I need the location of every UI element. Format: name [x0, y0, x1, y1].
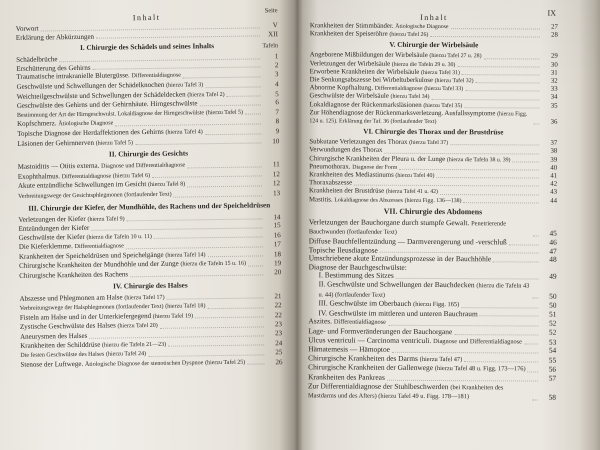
- entry-note: Differentialdiagnose: [61, 173, 112, 180]
- entry-text: Diffuse Bauchfellentzündung — Darmverengerung und -verschluß: [308, 236, 507, 247]
- entry-text: I. Bestimmung des Sitzes: [318, 270, 394, 281]
- entry-ref: (hierzu die Tafeln 38 u. 39): [446, 156, 511, 164]
- dot-leader: [512, 161, 539, 162]
- dot-leader: [187, 166, 261, 168]
- page-number: 31: [550, 69, 558, 77]
- page-number: 11: [272, 160, 280, 169]
- page-number: 1: [274, 52, 279, 61]
- section-title: V. Chirurgie der Wirbelsäule: [389, 41, 479, 50]
- page-number: 52: [548, 318, 557, 329]
- entry-text: II. Geschwülste und Schwellungen der Bauchdecken: [318, 279, 475, 290]
- page-number: 58: [548, 392, 557, 402]
- dot-leader: [533, 298, 539, 299]
- dot-leader: [168, 345, 264, 347]
- page-number: 3: [274, 70, 279, 79]
- entry-note: Verbreitungswege der Halsphlegmonen (fortlaufender Text): [19, 304, 164, 313]
- page-number: 19: [274, 259, 282, 268]
- right-page-content: [308, 6, 558, 402]
- entry-text: Umschriebene akute Entzündungsprozesse in der Bauchhöhle: [308, 253, 492, 264]
- page-number: 44: [550, 197, 558, 205]
- entry-text: Akute entzündliche Schwellungen im Gesicht: [17, 180, 147, 191]
- toc-entry-label: [16, 25, 39, 34]
- entry-text: Ulcus ventriculi — Carcinoma ventriculi.: [308, 334, 432, 345]
- entry-text: Läsionen der Gehirnnerven: [17, 138, 95, 148]
- entry-text: Mastoiditis — Otitis externa.: [17, 161, 100, 171]
- entry-text: Chirurgische Krankheiten des Darms: [308, 353, 418, 363]
- toc-entry-label: [20, 357, 245, 370]
- entry-text: Abszesse und Phlegmonen am Halse: [19, 293, 123, 303]
- dot-leader: [440, 194, 539, 196]
- toc-entry-label: [310, 31, 428, 40]
- dot-leader: [493, 261, 539, 262]
- page-number: 2: [274, 60, 279, 70]
- roman-page-number: IX: [547, 8, 557, 18]
- dot-leader: [207, 307, 263, 309]
- page-number: XII: [268, 29, 278, 38]
- dot-leader: [463, 202, 539, 203]
- entry-text: Aszites.: [308, 316, 333, 326]
- entry-ref: (hierzu die Tafeln 10 u. 11): [86, 233, 152, 241]
- toc-entry: [308, 382, 556, 402]
- toc-entry-label: [309, 109, 531, 127]
- dot-leader: [524, 344, 538, 345]
- entry-text: Traumatische intrakranielle Blutergüsse.: [16, 71, 130, 82]
- entry-ref: (hierzu die Tafeln 43 u. 44) (fortlaufender Text): [318, 282, 530, 299]
- dot-leader: [431, 99, 539, 101]
- left-page-content: [15, 5, 282, 370]
- page-number: 18: [273, 250, 281, 259]
- toc-entry-group: [308, 382, 556, 402]
- toc-entry: [309, 196, 557, 206]
- toc-entry-label: [318, 280, 530, 300]
- toc-entry-label: [309, 196, 462, 205]
- section-title: IV. Chirurgie des Halses: [113, 281, 188, 291]
- entry-ref: (hierzu Tafel 33): [424, 86, 464, 93]
- toc-section: [18, 201, 281, 281]
- page-number: 23: [274, 320, 282, 329]
- entry-text: Chirurgische Krankheiten des Rachens: [19, 270, 129, 280]
- entry-text: Stenose der Luftwege.: [20, 359, 84, 369]
- entry-text: Thoraxabszesse: [309, 179, 353, 187]
- entry-note: Ätiologische Diagnose der stenotischen Dyspnoe: [84, 360, 204, 368]
- entry-text: Krankheiten der Speicheldrüsen und Speichelgänge: [18, 250, 164, 261]
- entry-text: Lage- und Formveränderungen der Bauchorgane: [308, 326, 453, 337]
- entry-text: Subkutane Verletzungen des Thorax: [309, 138, 408, 147]
- page-number: 49: [549, 272, 557, 282]
- page-number: 30: [550, 61, 558, 69]
- page-number: 12: [272, 169, 280, 178]
- page-number: 7: [275, 107, 280, 116]
- entry-ref: (hierzu Tafel 3): [166, 82, 204, 89]
- entry-ref: (hierzu Tafel 19): [152, 313, 194, 320]
- page-number: 53: [548, 337, 557, 347]
- dot-leader: [450, 145, 539, 146]
- page-number: 50: [549, 291, 557, 301]
- dot-leader: [199, 104, 260, 106]
- page-number: 8: [275, 117, 280, 126]
- entry-ref: (hierzu Figg. 124 u. 125). Erklärung der Taf. 36 (fortlaufender Text): [309, 111, 528, 126]
- page-number: 45: [549, 229, 557, 239]
- entry-text: Verletzungen der Wirbelsäule: [309, 59, 391, 68]
- entry-text: Krankheiten des Pankreas: [308, 372, 385, 382]
- left-page-header: [15, 5, 277, 21]
- page-number: 13: [273, 189, 281, 198]
- toc-section: [16, 41, 279, 149]
- entry-note: Die festen Geschwülste des Halses: [20, 351, 105, 360]
- page-number: 21: [274, 291, 282, 300]
- page-number: 57: [548, 373, 557, 383]
- section-heading: [310, 41, 558, 51]
- page-number: 43: [550, 189, 558, 197]
- entry-ref: (hierzu Tafel 14): [165, 252, 206, 259]
- page-number: 23: [274, 329, 283, 338]
- page-number: 42: [550, 180, 558, 188]
- page-number: 14: [273, 212, 281, 221]
- page-number: 9: [275, 127, 280, 136]
- page-number: 48: [549, 254, 557, 264]
- toc-entry-group: [310, 31, 558, 41]
- dot-leader: [451, 28, 540, 29]
- page-number: 24: [275, 338, 283, 347]
- entry-ref: (hierzu Tafel 27 u. 28): [429, 53, 482, 60]
- page-number: 10: [272, 136, 280, 145]
- page-number: 52: [548, 327, 557, 337]
- page-number: V: [272, 21, 278, 30]
- dot-leader: [528, 371, 539, 372]
- page-title: Inhalt: [132, 12, 161, 23]
- entry-text: Weichteilgeschwülste und Schwellungen der Schädeldecken: [16, 90, 186, 101]
- page-number: 54: [548, 345, 557, 355]
- dot-leader: [384, 152, 539, 154]
- toc-entry-label: [19, 270, 128, 280]
- section-heading: [309, 206, 557, 217]
- entry-ref: (hierzu Figg. 136—138): [404, 197, 462, 204]
- toc-entry-label: [309, 180, 352, 188]
- section-title: I. Chirurgie des Schädels und seines Inhalts: [79, 42, 215, 53]
- toc-section: [309, 41, 557, 127]
- entry-text: Die Kieferklemme.: [18, 242, 73, 252]
- entry-text: Topische Ileusdiagnose: [308, 244, 378, 255]
- dot-leader: [248, 265, 263, 266]
- page-number: 56: [548, 364, 557, 375]
- entry-text: Aneurysmen des Halses: [20, 331, 88, 341]
- entry-text: Geschwülste und Schwellungen der Schädelknochen: [16, 80, 165, 91]
- right-page-header: [310, 6, 558, 23]
- toc-section: [308, 206, 557, 402]
- entry-text: Chirurgische Krankheiten der Pleura u. der Lunge: [309, 154, 446, 163]
- right-book-page: [297, 0, 600, 450]
- entry-note: Differentialdiagnose: [74, 243, 124, 251]
- entry-text: Zur Differentialdiagnose der Stuhlbeschwerden: [308, 380, 449, 391]
- page-title: Inhalt: [420, 12, 448, 23]
- entry-note: Penetrierende Bauchwunden (fortlaufender Text): [308, 220, 507, 237]
- entry-text: Erworbene Krankheiten der Wirbelsäule: [309, 68, 420, 76]
- section-title: VII. Chirurgie des Abdomens: [383, 206, 483, 217]
- dot-leader: [457, 66, 539, 67]
- left-book-page: [0, 0, 297, 450]
- entry-note: Diagnose der Form: [352, 164, 398, 171]
- entry-ref: (hierzu Tafel 35): [423, 102, 463, 109]
- page-number: 16: [273, 230, 281, 239]
- entry-note: Diagnose und Differentialdiagnose: [433, 337, 523, 346]
- entry-text: Zystische Geschwülste des Halses: [19, 321, 116, 332]
- page-number: 40: [550, 164, 558, 172]
- section-title: III. Chirurgie der Kiefer, der Mundhöhle, des Rachens und der Speicheldrüsen: [28, 200, 271, 213]
- entry-text: Mastitis.: [309, 196, 333, 204]
- entry-ref: (hierzu Tafel 48 u. Figg. 173—176): [434, 365, 526, 373]
- section-heading: [309, 128, 557, 138]
- page-number: 27: [551, 23, 558, 31]
- page-number: 28: [551, 31, 558, 39]
- entry-text: Pneumothorax.: [309, 163, 351, 171]
- page-number: 46: [549, 237, 557, 247]
- toc-entry-label: [18, 190, 172, 202]
- dot-leader: [135, 143, 261, 146]
- entry-ref: (hierzu Tafel 18): [165, 303, 206, 311]
- entry-text: Kopfschmerz.: [17, 119, 57, 129]
- dot-leader: [174, 195, 263, 197]
- entry-text: Krankheiten des Mediastinums: [309, 171, 394, 179]
- dot-leader: [160, 326, 264, 328]
- entry-text: Fisteln am Halse und in der Unterkiefergegend: [19, 311, 152, 322]
- entry-text: Krankheiten der Speiseröhre: [309, 30, 388, 38]
- page-number: 36: [550, 118, 558, 126]
- entry-text: Krankheiten der Stimmbänder.: [309, 22, 394, 30]
- dot-leader: [462, 74, 540, 75]
- page-number: 22: [274, 301, 282, 310]
- toc-entry-label: [20, 321, 158, 333]
- dot-leader: [399, 169, 539, 171]
- dot-leader: [464, 107, 539, 108]
- toc-entry-group: [309, 196, 557, 206]
- dot-leader: [509, 244, 539, 245]
- page-number: 35: [550, 102, 558, 110]
- page-number: 25: [275, 348, 283, 357]
- page-number: 51: [549, 309, 557, 319]
- dot-leader: [205, 133, 262, 135]
- entry-text: Vorwort: [15, 24, 39, 33]
- dot-leader: [464, 362, 538, 363]
- entry-note: Bestimmung der Art der Hirngeschwulst. Lokaldiagnose der Hirngeschwülste: [16, 109, 205, 119]
- dot-leader: [205, 86, 260, 88]
- toc-section: [19, 280, 282, 370]
- entry-text: Verletzungen der Kiefer: [18, 214, 86, 224]
- entry-note: Differentialdiagnose: [333, 318, 387, 327]
- toc-entry-label: [17, 138, 133, 149]
- toc-section: [309, 128, 557, 206]
- dot-leader: [208, 256, 263, 258]
- toc-entry: [309, 109, 557, 127]
- entry-text: Angeborene Mißbildungen der Wirbelsäule: [309, 51, 428, 60]
- toc-entry-label: [16, 32, 94, 42]
- page-number: 33: [550, 85, 558, 93]
- entry-ref: (hierzu Tafel 20): [117, 323, 158, 330]
- entry-text: Chirurgische Krankheiten der Mundhöhle und der Zunge: [19, 260, 179, 271]
- entry-ref: (hierzu Tafel 6): [112, 172, 151, 180]
- entry-ref: (hierzu Tafel 37): [409, 140, 449, 147]
- dot-leader: [195, 317, 264, 319]
- page-number: 15: [273, 221, 281, 230]
- dot-leader: [480, 316, 539, 317]
- entry-ref: (hierzu Tafel 8): [147, 181, 186, 189]
- dot-leader: [152, 176, 262, 179]
- page-number: 12: [272, 179, 281, 188]
- entry-text: Erschütterung des Gehirns: [16, 63, 91, 73]
- entry-note: Ätiologische Diagnose: [58, 120, 114, 128]
- dot-leader: [130, 274, 263, 277]
- entry-ref: (hierzu Tafel 9): [87, 215, 125, 223]
- toc-section: [17, 148, 280, 201]
- entry-ref: (hierzu Tafel 41 u. 42): [385, 189, 438, 196]
- entry-ref: (hierzu Tafel 2): [187, 91, 225, 99]
- entry-ref: (hierzu Figg. 165): [413, 301, 460, 309]
- dot-leader: [227, 96, 261, 97]
- dot-leader: [436, 177, 539, 179]
- entry-text: Lokaldiagnose der Rückenmarksläsionen: [309, 100, 422, 109]
- table-of-contents-list: [308, 22, 558, 402]
- page-number: 37: [550, 139, 558, 147]
- entry-ref: (hierzu die Tafeln 29 u. 30): [391, 61, 456, 68]
- page-number: 22: [274, 311, 282, 320]
- page-number: 50: [549, 300, 557, 310]
- entry-text: Verletzungen der Bauchorgane durch stumpfe Gewalt.: [308, 217, 470, 228]
- dot-leader: [247, 364, 264, 365]
- entry-note: Diagnose und Differentialdiagnose: [101, 162, 186, 170]
- dot-leader: [183, 76, 261, 78]
- dot-leader: [187, 185, 262, 187]
- entry-note: Ätiologische Diagnose: [395, 23, 449, 31]
- page-number: 39: [550, 156, 558, 164]
- entry-note: Differentialdiagnose: [131, 72, 181, 80]
- table-of-contents-list: [16, 21, 283, 370]
- entry-ref: (hierzu Tafel 34): [390, 94, 430, 101]
- toc-entry-group: [309, 109, 557, 127]
- dot-leader: [96, 36, 260, 39]
- entry-ref: (hierzu Tafel 5): [205, 109, 244, 116]
- entry-note: Differentialdiagnose: [374, 85, 423, 93]
- entry-ref: (hierzu die Tafeln 15 u. 16): [180, 261, 247, 269]
- page-column-label: Seite: [264, 7, 278, 15]
- dot-leader: [430, 36, 540, 38]
- entry-ref: (hierzu Tafel 4): [165, 129, 203, 136]
- entry-note: Lokaldiagnose des Abszesses: [334, 197, 403, 204]
- toc-entry-label: [308, 382, 530, 402]
- entry-ref: (hierzu Tafel 17): [124, 294, 165, 302]
- entry-text: Topische Diagnose der Herdaffektionen des Gehirns: [17, 127, 164, 138]
- entry-ref: (hierzu Tafel 26): [389, 31, 429, 39]
- entry-text: Geschwülste der Wirbelsäule: [309, 92, 389, 101]
- entry-ref: (hierzu Tafel 25): [205, 359, 246, 367]
- page-number: 17: [273, 240, 281, 249]
- entry-text: Erklärung der Abkürzungen: [15, 32, 95, 42]
- toc-entry-group: [308, 263, 556, 319]
- entry-ref: (hierzu die Tafeln 21—23): [101, 341, 167, 349]
- page-number: 5: [275, 89, 279, 98]
- entry-text: Geschwülste des Gehirns und der Gehirnhäute. Hirngeschwülste: [16, 99, 198, 110]
- entry-text: Die Senkungsabszesse bei Wirbeltuberkulose: [309, 76, 433, 85]
- dot-leader: [476, 82, 540, 83]
- page-number: 38: [550, 148, 558, 156]
- dot-leader: [454, 334, 538, 335]
- entry-text: III. Geschwülste im Oberbauch: [318, 298, 412, 309]
- page-number: 32: [550, 77, 558, 85]
- page-number: 55: [548, 355, 557, 365]
- entry-text: Abnorme Kopfhaltung.: [309, 84, 374, 92]
- dot-leader: [354, 185, 539, 187]
- entry-text: Krankheiten der Brustdrüse: [309, 187, 385, 196]
- entry-ref: (hierzu Tafel 32): [434, 78, 474, 85]
- entry-text: Verwundungen des Thorax: [309, 146, 383, 155]
- entry-text: IV. Geschwülste im mittleren und unteren Bauchraum: [318, 308, 478, 319]
- dot-leader: [533, 236, 539, 237]
- entry-text: Exophthalmus.: [17, 171, 61, 181]
- dot-leader: [154, 237, 263, 240]
- dot-leader: [148, 354, 264, 357]
- toc-entry-label: [309, 218, 531, 238]
- entry-ref: (hierzu Tafel 31): [421, 69, 461, 76]
- page-number: 20: [274, 268, 282, 277]
- dot-leader: [533, 124, 539, 125]
- toc-entry: [310, 31, 558, 41]
- entry-text: Geschwülste der Kiefer: [18, 232, 85, 242]
- page-number: 29: [550, 53, 558, 61]
- entry-text: Chirurgische Krankheiten der Gallenwege: [308, 362, 434, 373]
- page-number: 34: [550, 94, 558, 102]
- dot-leader: [245, 114, 261, 115]
- page-number: 47: [549, 246, 557, 256]
- entry-text: Krankheiten der Schilddrüse: [20, 340, 101, 350]
- entry-note: Verbreitungswege der Gesichtsphlegmonen (fortlaufender Text): [18, 191, 172, 200]
- page-number: 6: [275, 98, 279, 107]
- entry-ref: (bei Krankheiten des Mastdarms und des Afters) (hierzu Tafel 49 u. Figg. 178—181): [307, 383, 504, 401]
- section-title: VI. Chirurgie des Thorax und der Brustdrüse: [363, 127, 504, 137]
- dot-leader: [484, 58, 540, 59]
- page-number: 26: [275, 357, 283, 367]
- page-number: 4: [275, 80, 279, 89]
- entry-ref: (hierzu Tafel 24): [105, 351, 147, 358]
- entry-ref: (hierzu Tafel 40): [395, 172, 435, 180]
- entry-text: Entzündungen der Kiefer: [18, 223, 90, 233]
- dot-leader: [465, 91, 539, 92]
- dot-leader: [167, 298, 264, 300]
- entry-text: Zur Höhendiagnose der Rückenmarksverletzung. Ausfallssymptome: [309, 109, 496, 118]
- entry-text: Diagnose der Bauchgeschwülste:: [308, 262, 407, 272]
- entry-ref: (hierzu Tafel 47): [419, 355, 463, 363]
- column-label: Tafeln: [262, 42, 279, 50]
- entry-text: Hämatemesis — Hämoptoe: [308, 344, 390, 354]
- dot-leader: [532, 399, 538, 400]
- entry-ref: (hierzu Tafel 5): [95, 139, 133, 147]
- section-title: II. Chirurgie des Gesichts: [108, 149, 189, 159]
- page-number: 41: [550, 172, 558, 180]
- entry-text: Schädelbrüche: [16, 55, 58, 65]
